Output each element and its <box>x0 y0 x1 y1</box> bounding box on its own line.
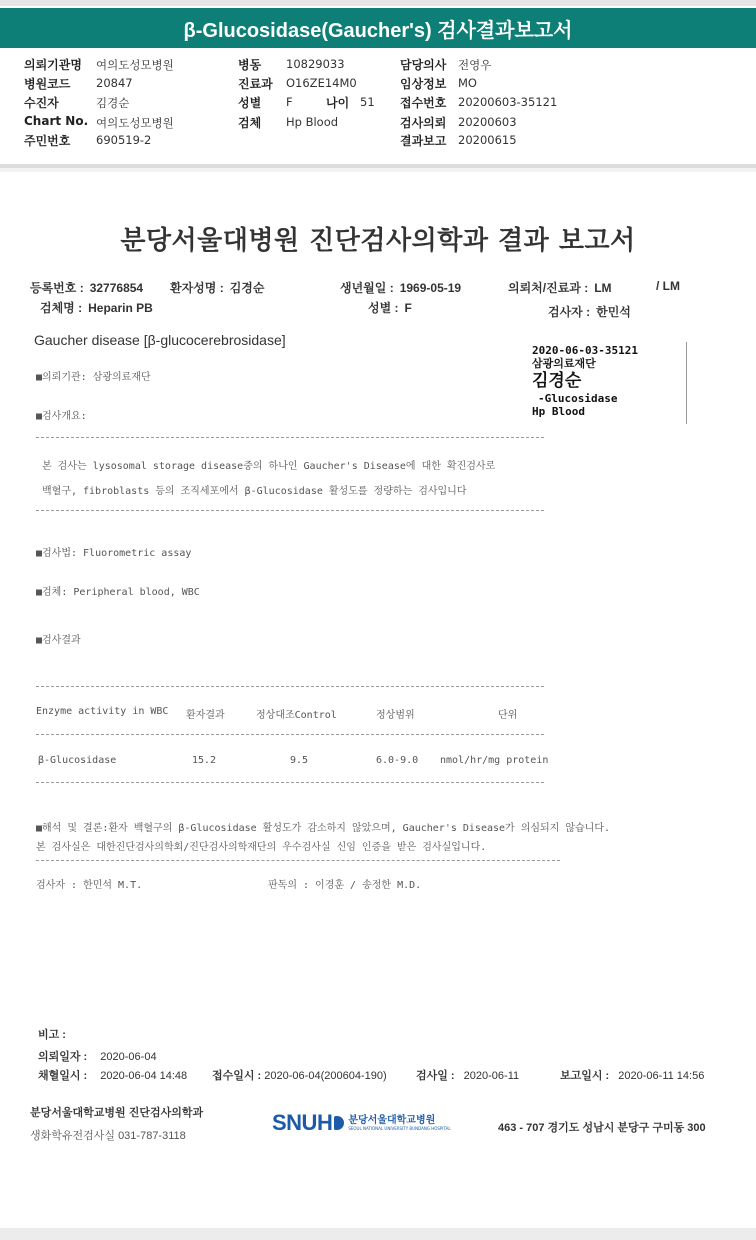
header-value: O16ZE14M0 <box>286 76 357 90</box>
header-value: 10829033 <box>286 57 345 71</box>
header-label: 병원코드 <box>24 77 71 91</box>
table-cell: β-Glucosidase <box>38 755 117 766</box>
header-value: 전영우 <box>458 58 492 72</box>
patient-name <box>170 279 264 296</box>
table-header: 정상범위 <box>376 710 415 721</box>
test-date-value: 2020-06-11 <box>463 1070 520 1082</box>
header-value: 김경순 <box>96 96 130 110</box>
specimen-label: 검체명 : <box>40 301 83 315</box>
header-label: 주민번호 <box>24 134 71 148</box>
dept-name: 분당서울대학교병원 진단검사의학과 <box>30 1107 204 1119</box>
sex <box>368 299 412 316</box>
header-label: 의뢰기관명 <box>24 58 82 72</box>
table-header: Enzyme activity in WBC <box>36 706 169 717</box>
table-header: 단위 <box>498 710 518 721</box>
referral-label: 의뢰처/진료과 : <box>508 281 589 295</box>
lab-contact: 생화학유전검사실 031-787-3118 <box>30 1130 186 1142</box>
dashed-divider <box>36 860 560 861</box>
dob-value: 1969-05-19 <box>399 281 462 295</box>
certification: 본 검사실은 대한진단검사의학회/진단검사의학재단의 우수검사실 신임 인증을 받은 검사실입니다. <box>36 842 487 853</box>
reg-no-label: 등록번호 : <box>30 281 84 295</box>
request-date <box>38 1048 157 1064</box>
request-date-value: 2020-06-04 <box>100 1051 157 1063</box>
receipt-time <box>212 1067 387 1083</box>
stamp-border <box>686 342 687 424</box>
stamp-org: 삼광의료재단 <box>532 357 596 370</box>
bottom-border <box>0 1228 756 1240</box>
hospital-address: 463 - 707 경기도 성남시 분당구 구미동 300 <box>498 1122 706 1134</box>
specimen-stamp <box>532 344 638 418</box>
collect-value: 2020-06-04 14:48 <box>100 1070 188 1082</box>
report-date-label: 보고일시 : <box>560 1070 610 1082</box>
referral-sep: / LM <box>656 279 680 293</box>
logo-mark-icon <box>334 1116 344 1130</box>
header-value: 20200615 <box>458 133 517 147</box>
stamp-test: -Glucosidase <box>538 392 618 405</box>
table-cell: 9.5 <box>290 755 309 766</box>
logo-korean: 분당서울대학교병원 <box>348 1115 436 1126</box>
tester <box>548 303 631 320</box>
specimen-line: ■검체: Peripheral blood, WBC <box>36 587 200 598</box>
results-label: ■검사결과 <box>36 635 81 646</box>
header-label: 검사의뢰 <box>400 116 447 130</box>
dob <box>340 279 461 296</box>
report-date-value: 2020-06-11 14:56 <box>618 1070 705 1082</box>
overview-label: ■검사개요: <box>36 411 87 422</box>
header-label: 검체 <box>238 116 262 130</box>
table-cell: 15.2 <box>192 755 217 766</box>
dob-label: 생년월일 : <box>340 281 394 295</box>
receipt-value: 2020-06-04(200604-190) <box>264 1070 387 1082</box>
stamp-accession: 2020-06-03-35121 <box>532 344 638 357</box>
specimen <box>40 299 153 316</box>
header-label: 접수번호 <box>400 96 447 110</box>
report-time <box>560 1067 704 1083</box>
header-value: 20200603 <box>458 115 517 129</box>
method: ■검사법: Fluorometric assay <box>36 548 192 559</box>
header-label: 수진자 <box>24 96 59 110</box>
header-value: 20200603-35121 <box>458 95 558 109</box>
dashed-divider <box>36 510 544 511</box>
hospital-logo <box>272 1110 451 1136</box>
header-label: 담당의사 <box>400 58 447 72</box>
referral-org: ■의뢰기관: 삼광의료재단 <box>36 372 151 383</box>
header-label: 임상정보 <box>400 77 447 91</box>
age-label: 나이 <box>326 96 350 110</box>
note-label: 비고 : <box>38 1029 66 1041</box>
dashed-divider <box>36 734 544 735</box>
header-value: 690519-2 <box>96 133 152 147</box>
tester-label: 검사자 : <box>548 305 591 319</box>
report-document <box>0 172 756 1228</box>
header-value: 여의도성모병원 <box>96 58 174 72</box>
specimen-value: Heparin PB <box>88 301 153 315</box>
table-cell: nmol/hr/mg protein <box>440 755 549 766</box>
sex-label: 성별 : <box>368 301 399 315</box>
top-border <box>0 0 756 6</box>
header-label: 결과보고 <box>400 134 447 148</box>
header-label: 진료과 <box>238 77 273 91</box>
collect-label: 채혈일시 : <box>38 1070 88 1082</box>
stamp-specimen: Hp Blood <box>532 405 585 418</box>
reg-no <box>30 279 143 296</box>
reader-line: 판독의 : 이경훈 / 송정한 M.D. <box>268 880 422 891</box>
tester-value: 한민석 <box>596 305 631 319</box>
table-header: 환자결과 <box>186 710 225 721</box>
receipt-label: 접수일시 : <box>212 1070 262 1082</box>
logo-english: SEOUL NATIONAL UNIVERSITY BUNDANG HOSPITAL <box>348 1126 451 1131</box>
interpretation: ■해석 및 결론:환자 백혈구의 β-Glucosidase 활성도가 감소하지 않았으며, Gaucher's Disease가 의심되지 않습니다. <box>36 823 611 834</box>
overview-line: 백혈구, fibroblasts 등의 조직세포에서 β-Glucosidase 활성도를 정량하는 검사입니다 <box>42 486 467 497</box>
header-value: 20847 <box>96 76 133 90</box>
patient-value: 김경순 <box>229 281 265 295</box>
dashed-divider <box>36 437 544 438</box>
header-value: Hp Blood <box>286 115 339 129</box>
header-value: 여의도성모병원 <box>96 116 174 130</box>
report-title: 분당서울대병원 진단검사의학과 결과 보고서 <box>120 226 636 256</box>
request-date-label: 의뢰일자 : <box>38 1051 88 1063</box>
collect-time <box>38 1067 187 1083</box>
logo-text: SNUH <box>272 1110 333 1135</box>
patient-label: 환자성명 : <box>170 281 224 295</box>
header-label: 병동 <box>238 58 262 72</box>
referral-value: LM <box>594 281 612 295</box>
dashed-divider <box>36 686 544 687</box>
stamp-name: 김경순 <box>532 371 582 391</box>
referral <box>508 279 612 296</box>
header-value: F <box>286 95 293 109</box>
tester-line: 검사자 : 한민석 M.T. <box>36 880 143 891</box>
sex-value: F <box>404 301 412 315</box>
table-cell: 6.0-9.0 <box>376 755 419 766</box>
window-title: β-Glucosidase(Gaucher's) 검사결과보고서 <box>0 8 756 48</box>
disease-title: Gaucher disease [β-glucocerebrosidase] <box>34 332 286 348</box>
table-header: 정상대조Control <box>256 710 337 721</box>
header-value: MO <box>458 76 477 90</box>
header-label: 성별 <box>238 96 262 110</box>
overview-line: 본 검사는 lysosomal storage disease중의 하나인 Gaucher's Disease에 대한 확진검사로 <box>42 461 496 472</box>
test-date <box>416 1067 519 1083</box>
header-label: Chart No. <box>24 114 89 128</box>
test-date-label: 검사일 : <box>416 1070 455 1082</box>
reg-no-value: 32776854 <box>89 281 144 295</box>
dashed-divider <box>36 782 544 783</box>
age-value: 51 <box>360 95 375 109</box>
